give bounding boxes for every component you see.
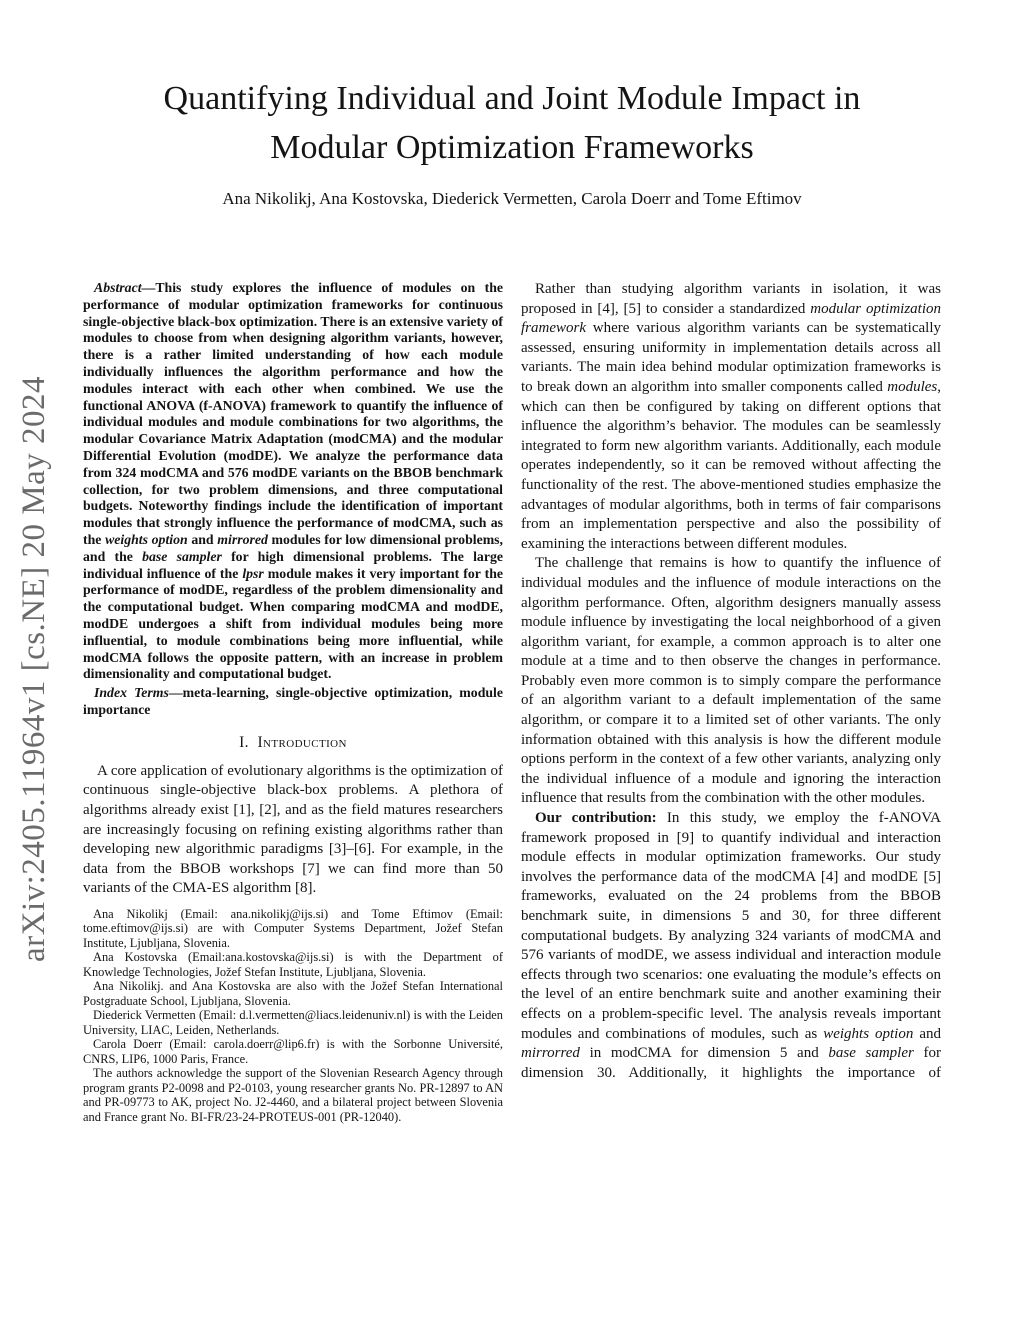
footnote-affiliation-4: Diederick Vermetten (Email: d.l.vermetten@liacs.leidenuniv.nl) is with the Leiden University, LIAC, Leiden, Netherlands. [83,1008,503,1037]
section-title: Introduction [257,733,347,751]
title-block [0,0,1024,172]
footnote-affiliation-2: Ana Kostovska (Email:ana.kostovska@ijs.si) is with the Department of Knowledge Technologies, Jožef Stefan Institute, Ljubljana, Slovenia. [83,950,503,979]
author-footnotes [83,907,503,1125]
authors-line: Ana Nikolikj, Ana Kostovska, Diederick Vermetten, Carola Doerr and Tome Eftimov [222,189,802,208]
paper-title-line-2: Modular Optimization Frameworks [270,129,754,166]
abstract-paragraph: Abstract—This study explores the influence of modules on the performance of modular optimization frameworks for continuous single-objective black-box optimization. There is an extensive variety of modules to choose from when designing algorithm variants, however, there is a rather limited understanding of how each module individually influences the algorithm performance and how the modules interact with each other when combined. We use the functional ANOVA (f-ANOVA) framework to quantify the influence of individual modules and module combinations for two algorithms, the modular Covariance Matrix Adaptation (modCMA) and the modular Differential Evolution (modDE). We analyze the performance data from 324 modCMA and 576 modDE variants on the BBOB benchmark collection, for two problem dimensions, and three computational budgets. Noteworthy findings include the identification of important modules that strongly influence the performance of modCMA, such as the weights option and mirrored modules for low dimensional problems, and the base sampler for high dimensional problems. The large individual influence of the lpsr module makes it very important for the performance of modDE, regardless of the problem dimensionality and the computational budget. When comparing modCMA and modDE, modDE undergoes a shift from individual modules being more influential, to module combinations being more influential, while modCMA follows the opposite pattern, with an increase in problem dimensionality and computational budget. [83,280,504,682]
right-column [521,280,941,1124]
arxiv-watermark: arXiv:2405.11964v1 [cs.NE] 20 May 2024 [16,375,52,962]
two-column-body [83,280,943,1124]
footnote-acknowledgment: The authors acknowledge the support of the Slovenian Research Agency through program grants P2-0098 and P2-0103, young researcher grants No. PR-12897 to AN and PR-09773 to AK, project No. J2-4460, and a bilateral project between Slovenia and France grant No. BI-FR/23-24-PROTEUS-001 (PR-12040). [83,1066,503,1124]
right-paragraph-2: The challenge that remains is how to quantify the influence of individual modules and the influence of module interactions on the algorithm performance. Often, algorithm designers manually assess module influence by investigating the local neighborhood of a given algorithm variant, for example, a common approach is to alter one module at a time and to then observe the changes in performance. Probably even more common is to simply compare the performance of an algorithm variant to a default implementation of the same algorithm, or compare it to a limited set of other variants. The only information obtained with this analysis is how the different module options perform in the context of a few other variants, analyzing only the individual influence of a module and ignoring the interaction influence that results from the combination with the other modules. [521,555,941,807]
footnote-affiliation-3: Ana Nikolikj. and Ana Kostovska are also with the Jožef Stefan International Postgraduate School, Ljubljana, Slovenia. [83,979,503,1008]
paper-title-line-1: Quantifying Individual and Joint Module Impact in [163,80,861,117]
section-number: I. [239,733,249,751]
footnote-affiliation-1: Ana Nikolikj (Email: ana.nikolikj@ijs.si) and Tome Eftimov (Email: tome.eftimov@ijs.si) are with Computer Systems Department, Jožef Stefan Institute, Ljubljana, Slovenia. [83,906,503,950]
right-paragraph-1: Rather than studying algorithm variants in isolation, it was proposed in [4], [5] to consider a standardized modular optimization framework where various algorithm variants can be systematically assessed, ensuring uniformity in implementation details across all variants. The main idea behind modular optimization frameworks is to break down an algorithm into smaller components called modules, which can then be configured by taking on different options that influence the algorithm’s behavior. The modules can be seamlessly integrated to form new algorithm variants. Additionally, each module operates independently, so it can be removed without affecting the functionality of the rest. The above-mentioned studies emphasize the advantages of modular algorithms, both in terms of fair comparisons from an implementation perspective and also the possibility of examining the interactions between different modules. [521,281,941,552]
section-heading-introduction [83,734,503,752]
footnote-affiliation-5: Carola Doerr (Email: carola.doerr@lip6.fr) is with the Sorbonne Université, CNRS, LIP6, 1000 Paris, France. [83,1037,503,1066]
introduction-paragraph-1: A core application of evolutionary algorithms is the optimization of continuous single-objective black-box problems. A plethora of algorithms already exist [1], [2], and as the field matures researchers are increasingly focusing on refining existing algorithms rather than developing new algorithmic paradigms [3]–[6]. For example, in the data from the BBOB workshops [7] we can find more than 50 variants of the CMA-ES algorithm [8]. [83,762,503,897]
index-terms-paragraph: Index Terms—meta-learning, single-objective optimization, module importance [83,685,503,717]
left-column [83,280,503,1124]
right-paragraph-3: Our contribution: In this study, we employ the f-ANOVA framework proposed in [9] to quantify individual and interaction module effects in modular optimization frameworks. Our study involves the performance data of the modCMA [4] and modDE [5] frameworks, evaluated on the 24 problems from the BBOB benchmark suite, in dimensions 5 and 30, for three different computational budgets. By analyzing 324 variants of modCMA and 576 variants of modDE, we assess individual and interaction module effects through two scenarios: one evaluating the module’s effects on the level of an entire benchmark suite and another examining their effects on a problem-specific level. The analysis reveals important modules and combinations of modules, such as weights option and mirrorred in modCMA for dimension 5 and base sampler for dimension 30. Additionally, it highlights the importance of [521,810,942,1081]
